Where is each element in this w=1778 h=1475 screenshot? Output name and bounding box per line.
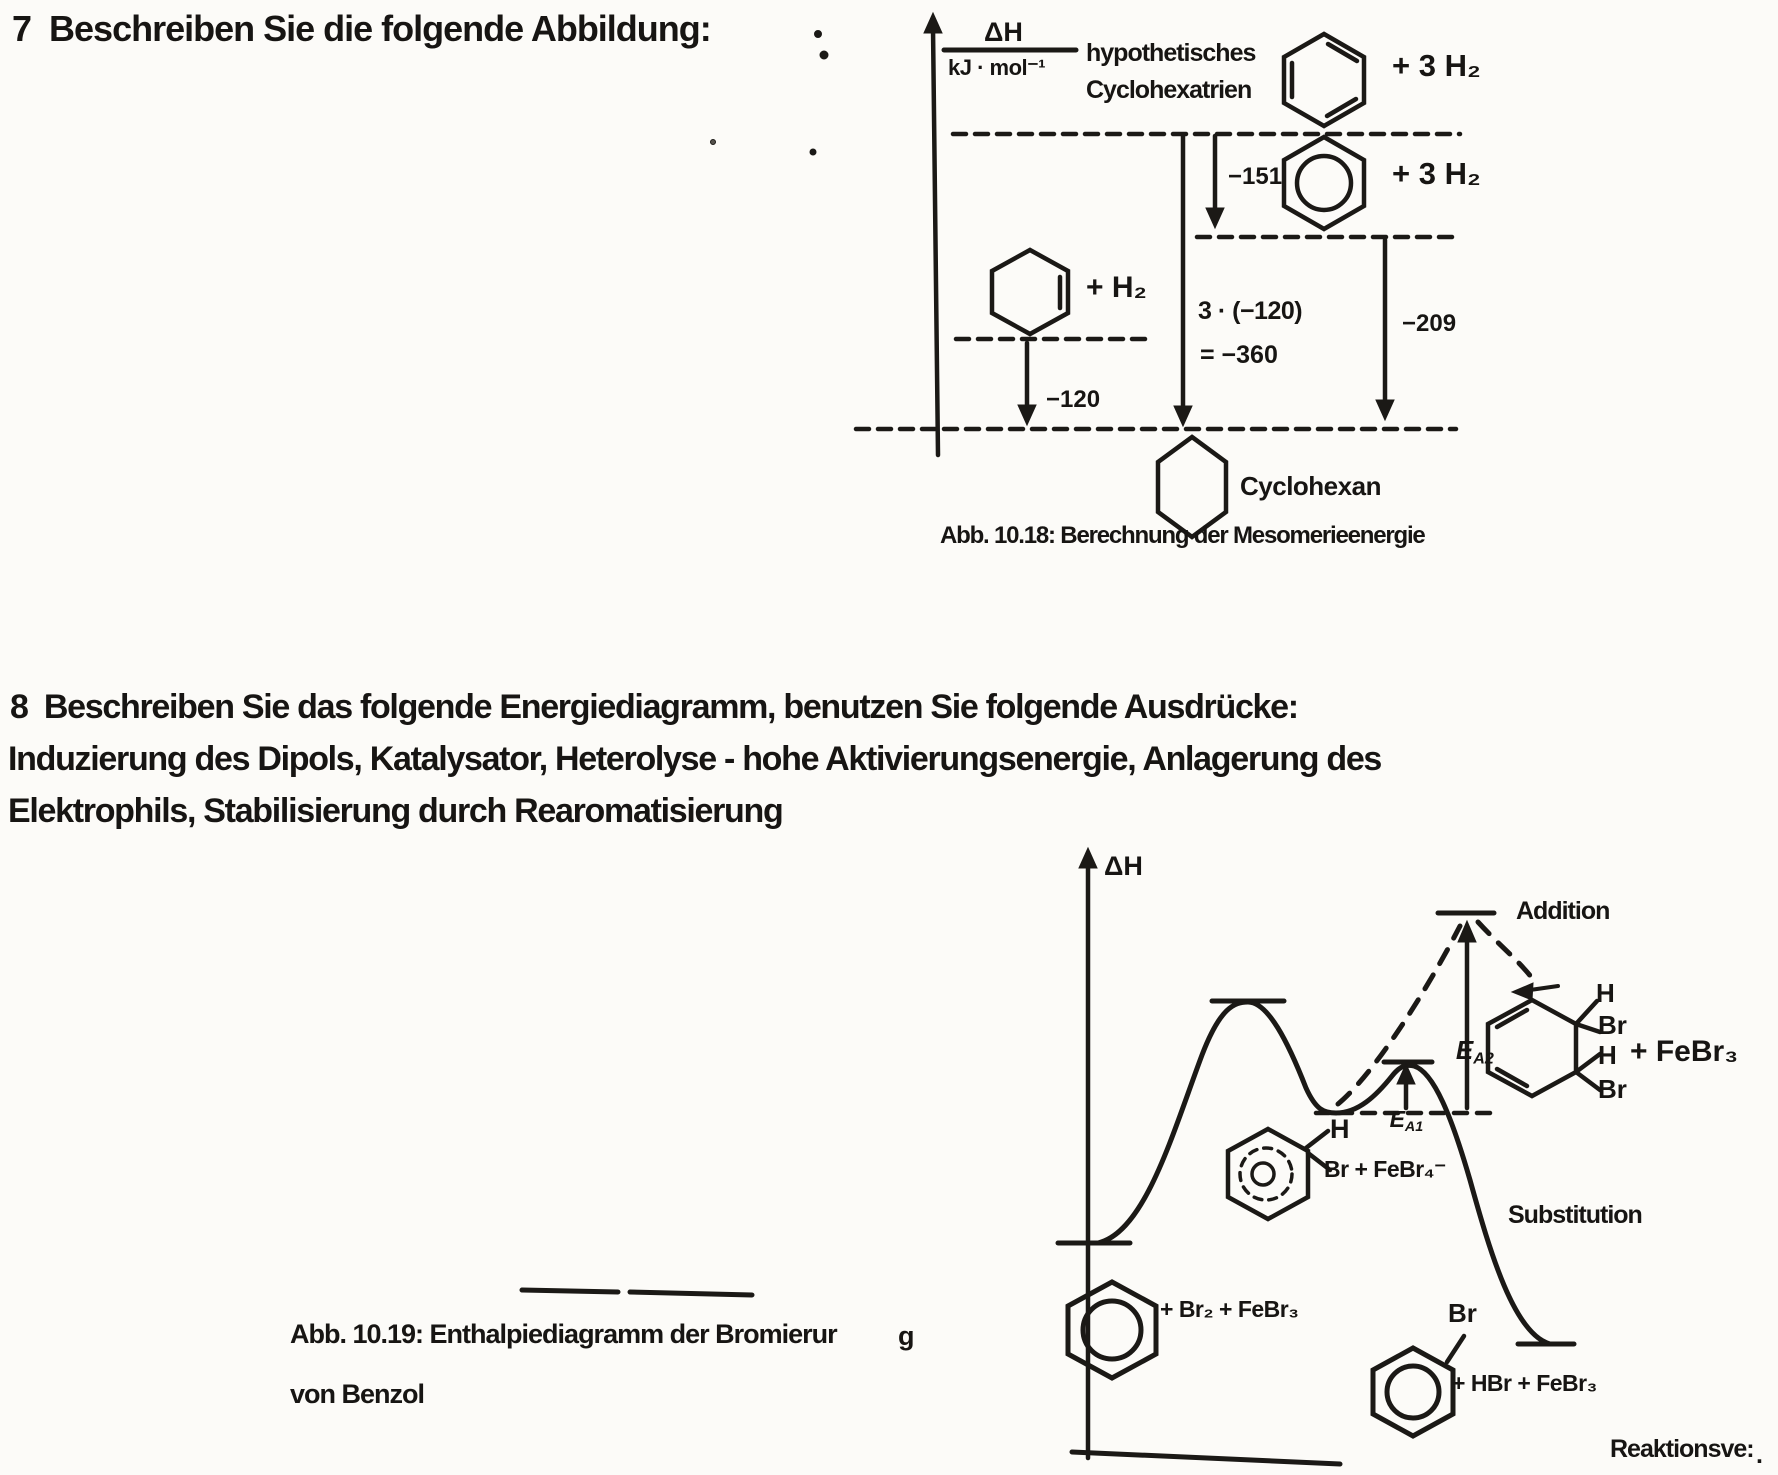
d2-addition-product-h1: H [1596, 978, 1615, 1008]
caption-separator-line [522, 1290, 618, 1292]
d2-addition-end-line [1530, 986, 1558, 990]
d2-intermediate-h-label: H [1330, 1114, 1350, 1144]
d1-arrow-209-head-icon [1376, 400, 1394, 420]
d2-product-br-label: Br [1448, 1298, 1477, 1328]
exercise-8-line3: Elektrophils, Stabilisierung durch Rearomatisierung [8, 792, 783, 830]
d2-addition-product-br1: Br [1598, 1010, 1627, 1040]
d2-caption-line1: Abb. 10.19: Enthalpiediagramm der Bromierur [290, 1319, 837, 1349]
d1-plus-3h2-top: + 3 H₂ [1392, 48, 1481, 83]
d2-ea1-sub: A1 [1404, 1118, 1424, 1135]
d2-ea2-label [1427, 1010, 1494, 1094]
d1-caption: Abb. 10.18: Berechnung der Mesomerieenergie [940, 522, 1425, 549]
d2-ea1-base: E [1389, 1105, 1405, 1132]
d1-enthalpy-eq-360: = −360 [1200, 341, 1278, 369]
d2-addition-curve-right [1478, 922, 1532, 978]
benzene-structure [1284, 137, 1364, 229]
d2-addition-product-rest: + FeBr₃ [1630, 1035, 1739, 1068]
d1-y-axis-label: ΔH [984, 17, 1023, 47]
addition-product-structure [1488, 1000, 1600, 1096]
exercise-8-line1: 8 Beschreiben Sie das folgende Energiediagramm, benutzen Sie folgende Ausdrücke: [10, 688, 1298, 726]
d1-hypothetical-label-line2: Cyclohexatrien [1086, 76, 1252, 104]
cyclohexatriene-structure [1284, 34, 1364, 126]
scan-speckle [711, 140, 716, 145]
scan-speckle [810, 149, 816, 155]
d1-hypothetical-label-line1: hypothetisches [1086, 39, 1256, 67]
d2-start-rest-label: + Br₂ + FeBr₃ [1160, 1296, 1299, 1322]
d2-substitution-label: Substitution [1508, 1201, 1642, 1229]
d1-plus-3h2-benzene: + 3 H₂ [1392, 156, 1481, 191]
d1-arrow-360-head-icon [1174, 406, 1192, 426]
exercise-7-heading: 7 Beschreiben Sie die folgende Abbildung: [12, 8, 711, 49]
d2-x-axis-label: Reaktionsve: [1610, 1435, 1754, 1463]
scan-speckle [820, 51, 828, 59]
bromobenzene-structure [1373, 1336, 1464, 1436]
d2-y-axis-label: ΔH [1104, 851, 1143, 881]
caption-separator-line [630, 1292, 752, 1295]
d2-addition-end-arrowhead-icon [1512, 983, 1533, 1000]
d2-product-rest-label: + HBr + FeBr₃ [1452, 1370, 1597, 1396]
d2-addition-label: Addition [1516, 897, 1610, 925]
d1-enthalpy-120: −120 [1046, 386, 1101, 413]
d2-ea2-sub: A2 [1473, 1049, 1494, 1068]
d1-enthalpy-209: −209 [1402, 310, 1457, 337]
d2-intermediate-rest-label: Br + FeBr₄⁻ [1324, 1156, 1446, 1182]
d2-y-axis-arrowhead-icon [1079, 848, 1097, 868]
d2-caption-line2: von Benzol [290, 1379, 425, 1409]
benzene-start-structure [1068, 1282, 1156, 1378]
d2-x-axis-fragment: . [1756, 1441, 1763, 1469]
d2-addition-product-br2: Br [1598, 1074, 1627, 1104]
d1-arrow-151-head-icon [1206, 208, 1224, 228]
exercise-8-line2: Induzierung des Dipols, Katalysator, Heterolyse - hohe Aktivierungsenergie, Anlagerung des [8, 740, 1382, 778]
d1-enthalpy-151: −151 [1228, 163, 1283, 190]
d1-cyclohexane-label: Cyclohexan [1240, 471, 1381, 501]
d1-y-axis [933, 28, 938, 455]
d1-enthalpy-3x120: 3 · (−120) [1198, 297, 1303, 325]
d2-ea2-base: E [1455, 1035, 1474, 1066]
scan-speckle [815, 31, 822, 38]
d1-plus-h2-cyclohexene: + H₂ [1086, 271, 1147, 304]
d2-x-axis [1072, 1452, 1340, 1464]
d2-caption-fragment: g [898, 1321, 915, 1351]
d1-y-axis-arrowhead-icon [924, 13, 942, 33]
d2-addition-product-h2: H [1598, 1040, 1617, 1070]
d1-y-axis-unit: kJ · mol⁻¹ [948, 55, 1046, 80]
d1-arrow-120-head-icon [1018, 405, 1036, 425]
arenium-ion-structure [1228, 1129, 1330, 1219]
cyclohexene-structure [992, 250, 1068, 334]
d2-ea1-label [1364, 1084, 1423, 1159]
